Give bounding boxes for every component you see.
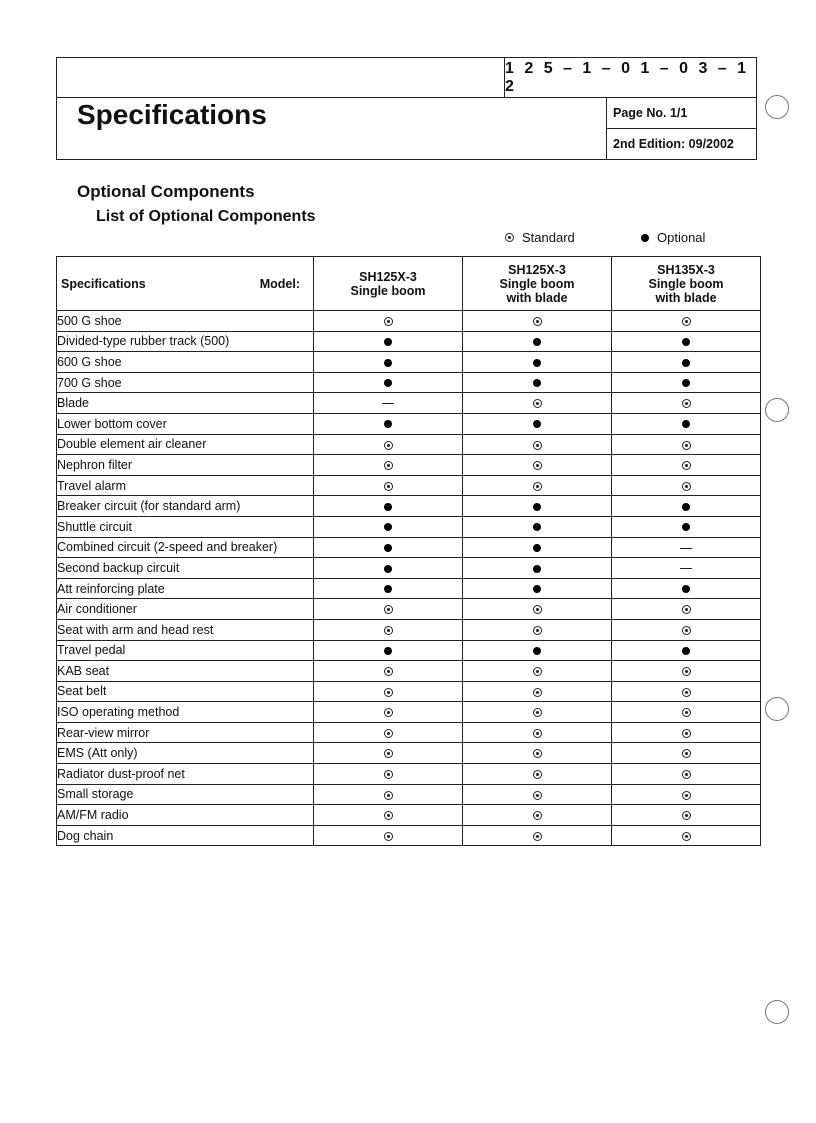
standard-symbol-icon	[682, 708, 691, 717]
availability-cell	[612, 496, 761, 517]
availability-cell	[314, 825, 463, 846]
table-row	[57, 805, 761, 826]
availability-cell	[314, 702, 463, 723]
component-name: Rear-view mirror	[57, 722, 314, 743]
standard-symbol-icon	[682, 482, 691, 491]
standard-symbol-icon	[533, 399, 542, 408]
standard-symbol-icon	[682, 667, 691, 676]
standard-symbol-icon	[533, 770, 542, 779]
component-name: KAB seat	[57, 661, 314, 682]
component-name: Small storage	[57, 784, 314, 805]
availability-cell	[463, 743, 612, 764]
component-name: EMS (Att only)	[57, 743, 314, 764]
availability-cell	[314, 496, 463, 517]
availability-cell	[314, 475, 463, 496]
standard-symbol-icon	[384, 791, 393, 800]
component-name: Travel pedal	[57, 640, 314, 661]
optional-symbol-icon	[533, 565, 541, 573]
specifications-header: Specifications	[61, 276, 146, 291]
standard-symbol-icon	[384, 461, 393, 470]
table-row	[57, 475, 761, 496]
availability-cell	[463, 599, 612, 620]
component-name: Radiator dust-proof net	[57, 764, 314, 785]
component-name: Divided-type rubber track (500)	[57, 331, 314, 352]
standard-symbol-icon	[384, 317, 393, 326]
standard-symbol-icon	[533, 791, 542, 800]
availability-cell	[314, 661, 463, 682]
table-header-row	[57, 257, 761, 311]
table-row	[57, 372, 761, 393]
optional-symbol-icon	[533, 503, 541, 511]
optional-symbol-icon	[384, 565, 392, 573]
optional-symbol-icon	[533, 359, 541, 367]
optional-symbol-icon	[384, 359, 392, 367]
availability-cell	[463, 661, 612, 682]
optional-symbol-icon	[533, 585, 541, 593]
availability-cell	[463, 619, 612, 640]
standard-symbol-icon	[384, 729, 393, 738]
availability-cell	[314, 393, 463, 414]
availability-cell	[314, 455, 463, 476]
availability-cell	[612, 413, 761, 434]
table-row	[57, 455, 761, 476]
table-row	[57, 743, 761, 764]
availability-cell	[463, 681, 612, 702]
standard-symbol-icon	[682, 317, 691, 326]
component-name: AM/FM radio	[57, 805, 314, 826]
availability-cell	[314, 331, 463, 352]
page-title: Specifications	[77, 99, 267, 130]
standard-symbol-icon	[384, 749, 393, 758]
table-row	[57, 434, 761, 455]
standard-symbol-icon	[682, 832, 691, 841]
table-row	[57, 352, 761, 373]
legend-optional-label: Optional	[657, 230, 706, 245]
availability-cell	[463, 825, 612, 846]
availability-cell	[314, 516, 463, 537]
standard-symbol-icon	[533, 317, 542, 326]
availability-cell	[463, 311, 612, 332]
availability-cell	[463, 455, 612, 476]
component-name: Nephron filter	[57, 455, 314, 476]
model-header-3	[612, 257, 761, 311]
availability-cell	[463, 331, 612, 352]
table-row	[57, 764, 761, 785]
table-row	[57, 558, 761, 579]
availability-cell	[612, 743, 761, 764]
binder-hole-icon	[765, 398, 789, 422]
binder-hole-icon	[765, 697, 789, 721]
legend-standard	[505, 230, 575, 245]
availability-cell	[314, 619, 463, 640]
standard-symbol-icon	[533, 461, 542, 470]
table-row	[57, 331, 761, 352]
optional-symbol-icon	[682, 379, 690, 387]
standard-symbol-icon	[533, 441, 542, 450]
component-name: 600 G shoe	[57, 352, 314, 373]
availability-cell	[314, 311, 463, 332]
optional-symbol-icon	[682, 338, 690, 346]
availability-cell	[314, 413, 463, 434]
table-row	[57, 661, 761, 682]
not-available-dash-icon	[680, 548, 692, 549]
availability-cell	[612, 784, 761, 805]
table-body	[57, 311, 761, 846]
standard-symbol-icon	[384, 832, 393, 841]
standard-symbol-icon	[682, 770, 691, 779]
availability-cell	[612, 331, 761, 352]
optional-components-table	[56, 256, 761, 846]
optional-symbol-icon	[384, 338, 392, 346]
availability-cell	[463, 372, 612, 393]
availability-cell	[463, 805, 612, 826]
optional-symbol-icon	[682, 523, 690, 531]
availability-cell	[314, 722, 463, 743]
optional-symbol-icon	[682, 503, 690, 511]
component-name: Att reinforcing plate	[57, 578, 314, 599]
availability-cell	[314, 352, 463, 373]
availability-cell	[463, 764, 612, 785]
table-row	[57, 681, 761, 702]
availability-cell	[612, 805, 761, 826]
table-row	[57, 496, 761, 517]
availability-cell	[463, 393, 612, 414]
component-name: Combined circuit (2-speed and breaker)	[57, 537, 314, 558]
edition-label: 2nd Edition: 09/2002	[607, 128, 756, 159]
standard-symbol-icon	[682, 605, 691, 614]
standard-symbol-icon	[682, 811, 691, 820]
model-3-line-1: SH135X-3	[657, 262, 715, 277]
optional-symbol-icon	[384, 647, 392, 655]
availability-cell	[612, 702, 761, 723]
table-row	[57, 516, 761, 537]
standard-symbol-icon	[533, 811, 542, 820]
standard-symbol-icon	[533, 626, 542, 635]
optional-symbol-icon	[641, 234, 649, 242]
model-2-line-3: with blade	[506, 290, 568, 305]
standard-symbol-icon	[384, 605, 393, 614]
availability-cell	[612, 434, 761, 455]
table-row	[57, 311, 761, 332]
table-row	[57, 393, 761, 414]
standard-symbol-icon	[384, 688, 393, 697]
standard-symbol-icon	[533, 708, 542, 717]
component-name: Breaker circuit (for standard arm)	[57, 496, 314, 517]
model-3-line-3: with blade	[655, 290, 717, 305]
availability-cell	[463, 352, 612, 373]
component-name: Shuttle circuit	[57, 516, 314, 537]
availability-cell	[314, 372, 463, 393]
section-title: Optional Components	[77, 182, 255, 201]
standard-symbol-icon	[384, 667, 393, 676]
standard-symbol-icon	[682, 441, 691, 450]
table-row	[57, 722, 761, 743]
availability-cell	[612, 537, 761, 558]
optional-symbol-icon	[384, 544, 392, 552]
standard-symbol-icon	[682, 461, 691, 470]
table-row	[57, 599, 761, 620]
standard-symbol-icon	[682, 399, 691, 408]
component-name: 500 G shoe	[57, 311, 314, 332]
model-1-line-2: Single boom	[350, 283, 426, 298]
standard-symbol-icon	[682, 729, 691, 738]
availability-cell	[612, 352, 761, 373]
availability-cell	[463, 434, 612, 455]
component-name: Dog chain	[57, 825, 314, 846]
not-available-dash-icon	[680, 568, 692, 569]
availability-cell	[314, 743, 463, 764]
availability-cell	[612, 393, 761, 414]
optional-symbol-icon	[682, 420, 690, 428]
document-code: 1 2 5 – 1 – 0 1 – 0 3 – 1 2	[505, 59, 750, 95]
table-row	[57, 825, 761, 846]
availability-cell	[463, 558, 612, 579]
availability-cell	[612, 455, 761, 476]
component-name: Air conditioner	[57, 599, 314, 620]
table-row	[57, 413, 761, 434]
model-header: Model:	[259, 276, 300, 291]
availability-cell	[463, 496, 612, 517]
standard-symbol-icon	[533, 749, 542, 758]
standard-symbol-icon	[384, 482, 393, 491]
spec-header-cell	[57, 257, 314, 311]
binder-hole-icon	[765, 1000, 789, 1024]
availability-cell	[612, 578, 761, 599]
standard-symbol-icon	[533, 667, 542, 676]
optional-symbol-icon	[682, 585, 690, 593]
availability-cell	[612, 516, 761, 537]
optional-symbol-icon	[533, 379, 541, 387]
availability-cell	[314, 681, 463, 702]
availability-cell	[612, 311, 761, 332]
standard-symbol-icon	[384, 708, 393, 717]
header-meta	[606, 97, 756, 159]
availability-cell	[612, 640, 761, 661]
component-name: Second backup circuit	[57, 558, 314, 579]
standard-symbol-icon	[682, 688, 691, 697]
optional-symbol-icon	[384, 379, 392, 387]
component-name: Seat with arm and head rest	[57, 619, 314, 640]
table-row	[57, 619, 761, 640]
availability-cell	[463, 784, 612, 805]
availability-cell	[463, 578, 612, 599]
availability-cell	[463, 640, 612, 661]
standard-symbol-icon	[533, 832, 542, 841]
optional-symbol-icon	[533, 338, 541, 346]
optional-symbol-icon	[384, 503, 392, 511]
availability-cell	[612, 475, 761, 496]
page-number: Page No. 1/1	[613, 105, 688, 120]
availability-cell	[612, 372, 761, 393]
model-2-line-1: SH125X-3	[508, 262, 566, 277]
availability-cell	[463, 702, 612, 723]
availability-cell	[314, 537, 463, 558]
component-name: Double element air cleaner	[57, 434, 314, 455]
legend-optional	[641, 230, 705, 245]
availability-cell	[612, 558, 761, 579]
document-header-bottom	[56, 97, 757, 160]
availability-cell	[314, 784, 463, 805]
component-name: Travel alarm	[57, 475, 314, 496]
component-name: ISO operating method	[57, 702, 314, 723]
optional-symbol-icon	[384, 420, 392, 428]
standard-symbol-icon	[505, 233, 514, 242]
standard-symbol-icon	[384, 811, 393, 820]
standard-symbol-icon	[384, 441, 393, 450]
optional-symbol-icon	[682, 359, 690, 367]
availability-cell	[463, 413, 612, 434]
optional-symbol-icon	[533, 420, 541, 428]
optional-symbol-icon	[533, 647, 541, 655]
component-name: 700 G shoe	[57, 372, 314, 393]
table-row	[57, 578, 761, 599]
standard-symbol-icon	[533, 729, 542, 738]
component-name: Lower bottom cover	[57, 413, 314, 434]
optional-symbol-icon	[533, 544, 541, 552]
binder-hole-icon	[765, 95, 789, 119]
component-name: Seat belt	[57, 681, 314, 702]
model-1-line-1: SH125X-3	[359, 269, 417, 284]
standard-symbol-icon	[682, 626, 691, 635]
availability-cell	[314, 578, 463, 599]
model-3-line-2: Single boom	[648, 276, 724, 291]
model-header-1	[314, 257, 463, 311]
availability-cell	[314, 434, 463, 455]
availability-cell	[314, 640, 463, 661]
standard-symbol-icon	[384, 626, 393, 635]
standard-symbol-icon	[533, 605, 542, 614]
availability-cell	[314, 764, 463, 785]
optional-symbol-icon	[533, 523, 541, 531]
table-row	[57, 537, 761, 558]
availability-cell	[314, 599, 463, 620]
table-row	[57, 784, 761, 805]
availability-cell	[463, 516, 612, 537]
availability-cell	[612, 825, 761, 846]
component-name: Blade	[57, 393, 314, 414]
model-header-2	[463, 257, 612, 311]
table-row	[57, 702, 761, 723]
optional-symbol-icon	[384, 523, 392, 531]
availability-cell	[612, 619, 761, 640]
legend-standard-label: Standard	[522, 230, 575, 245]
availability-cell	[612, 764, 761, 785]
section-subtitle: List of Optional Components	[96, 208, 316, 225]
availability-cell	[612, 599, 761, 620]
availability-cell	[314, 805, 463, 826]
availability-cell	[612, 661, 761, 682]
not-available-dash-icon	[382, 403, 394, 404]
standard-symbol-icon	[682, 749, 691, 758]
optional-symbol-icon	[384, 585, 392, 593]
table-row	[57, 640, 761, 661]
availability-cell	[612, 681, 761, 702]
standard-symbol-icon	[533, 688, 542, 697]
availability-cell	[463, 475, 612, 496]
model-2-line-2: Single boom	[499, 276, 575, 291]
availability-cell	[463, 537, 612, 558]
standard-symbol-icon	[682, 791, 691, 800]
availability-cell	[463, 722, 612, 743]
standard-symbol-icon	[384, 770, 393, 779]
document-header-top	[56, 57, 757, 98]
standard-symbol-icon	[533, 482, 542, 491]
availability-cell	[612, 722, 761, 743]
availability-cell	[314, 558, 463, 579]
optional-symbol-icon	[682, 647, 690, 655]
